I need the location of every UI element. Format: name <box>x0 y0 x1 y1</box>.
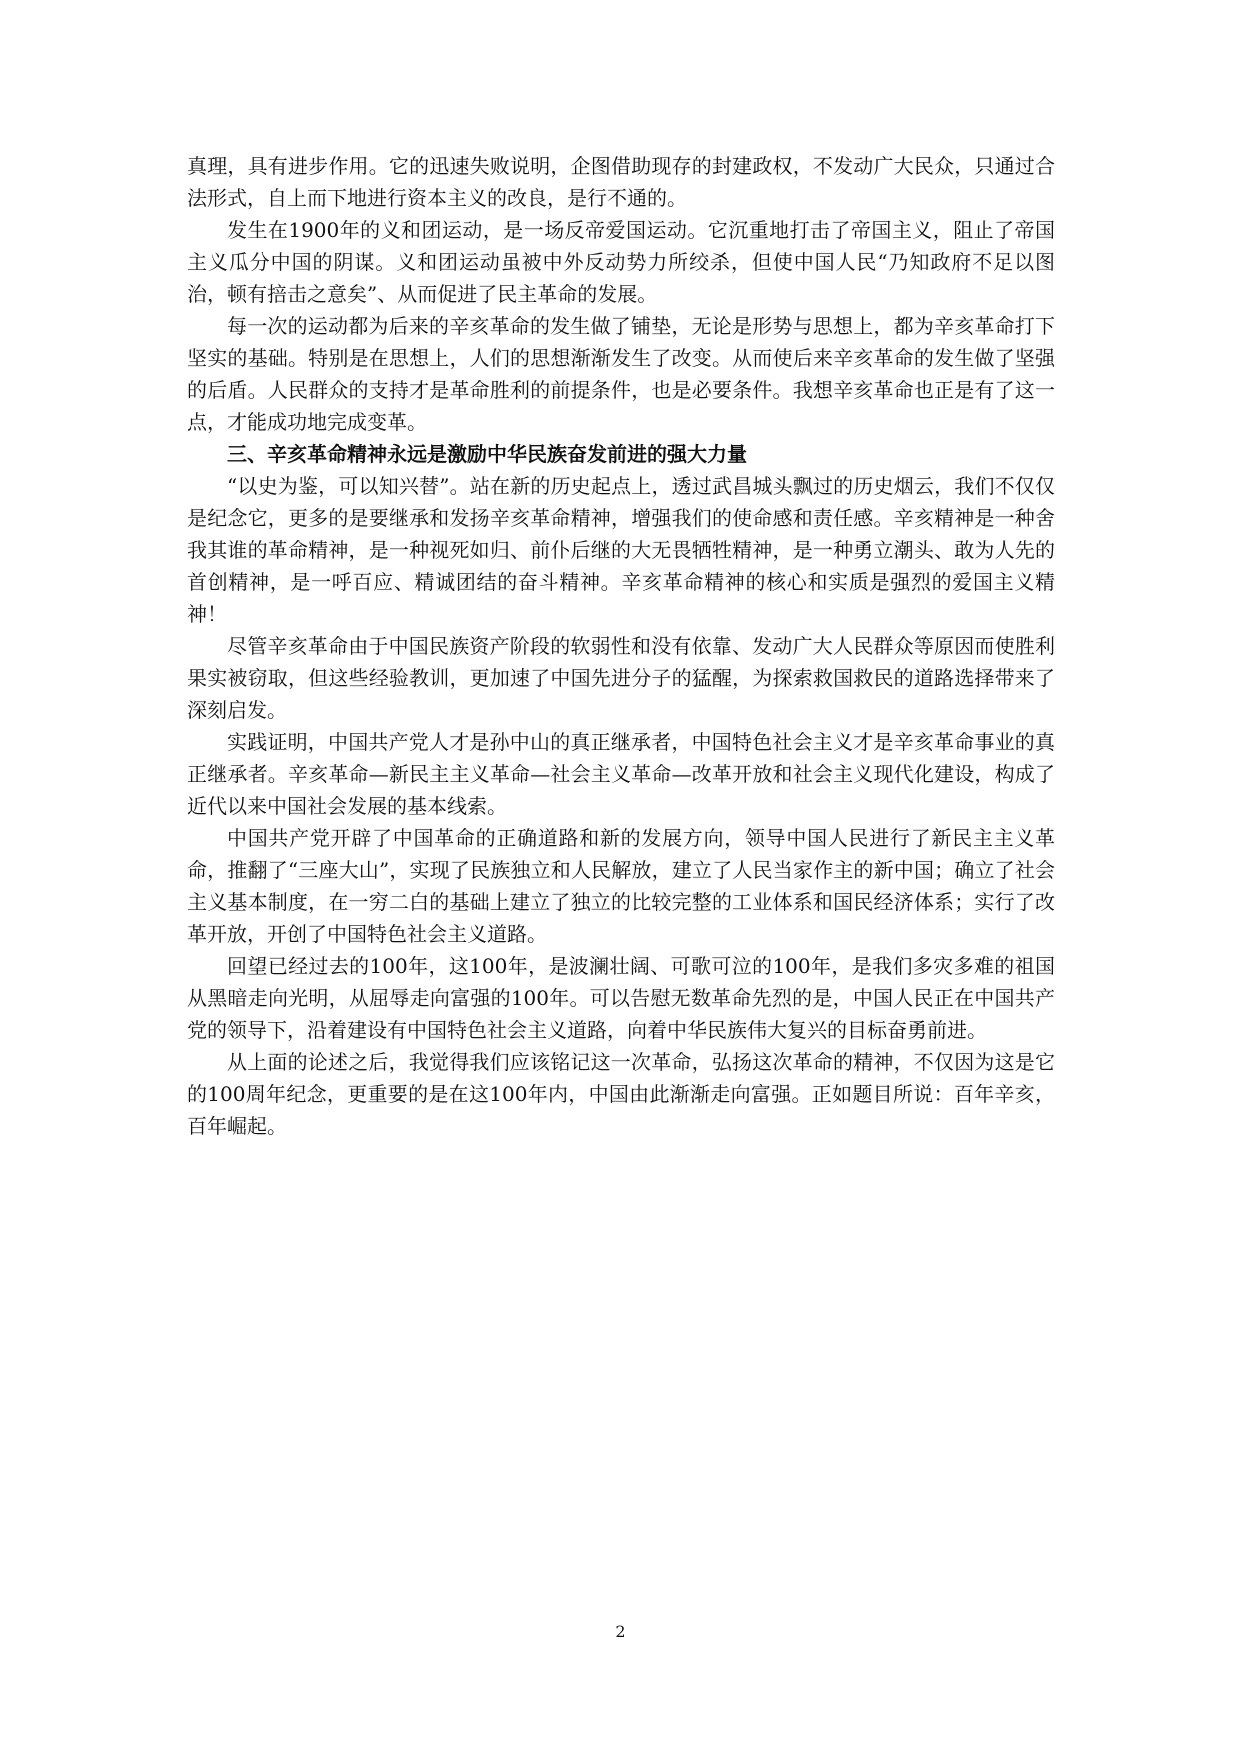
paragraph-continued: 真理，具有进步作用。它的迅速失败说明，企图借助现存的封建政权，不发动广大民众，只通过合法形式，自上而下地进行资本主义的改良，是行不通的。 <box>187 154 1055 210</box>
paragraph-party-path: 中国共产党开辟了中国革命的正确道路和新的发展方向，领导中国人民进行了新民主主义革命，推翻了“三座大山”，实现了民族独立和人民解放，建立了人民当家作主的新中国；确立了社会主义基本制度，在一穷二白的基础上建立了独立的比较完整的工业体系和国民经济体系；实行了改革开放，开创了中国特色社会主义道路。 <box>187 826 1055 946</box>
paragraph-groundwork: 每一次的运动都为后来的辛亥革命的发生做了铺垫，无论是形势与思想上，都为辛亥革命打下坚实的基础。特别是在思想上，人们的思想渐渐发生了改变。从而使后来辛亥革命的发生做了坚强的后盾。人民群众的支持才是革命胜利的前提条件，也是必要条件。我想辛亥革命也正是有了这一点，才能成功地完成变革。 <box>187 314 1055 434</box>
page-number: 2 <box>615 1622 626 1641</box>
paragraph-lessons: 尽管辛亥革命由于中国民族资产阶段的软弱性和没有依靠、发动广大人民群众等原因而使胜利果实被窃取，但这些经验教训，更加速了中国先进分子的猛醒，为探索救国救民的道路选择带来了深刻启发。 <box>187 634 1055 722</box>
paragraph-conclusion: 从上面的论述之后，我觉得我们应该铭记这一次革命，弘扬这次革命的精神，不仅因为这是它的100周年纪念，更重要的是在这100年内，中国由此渐渐走向富强。正如题目所说：百年辛亥，百年崛起。 <box>187 1050 1055 1138</box>
paragraph-hundred-years: 回望已经过去的100年，这100年，是波澜壮阔、可歌可泣的100年，是我们多灾多难的祖国从黑暗走向光明，从屈辱走向富强的100年。可以告慰无数革命先烈的是，中国人民正在中国共产党的领导下，沿着建设有中国特色社会主义道路，向着中华民族伟大复兴的目标奋勇前进。 <box>187 954 1055 1042</box>
body-text <box>187 150 1055 1142</box>
paragraph-history-mirror: “以史为鉴，可以知兴替”。站在新的历史起点上，透过武昌城头飘过的历史烟云，我们不仅仅是纪念它，更多的是要继承和发扬辛亥革命精神，增强我们的使命感和责任感。辛亥精神是一种舍我其谁的革命精神，是一种视死如归、前仆后继的大无畏牺牲精神，是一种勇立潮头、敢为人先的首创精神，是一呼百应、精诚团结的奋斗精神。辛亥革命精神的核心和实质是强烈的爱国主义精神！ <box>187 474 1055 626</box>
section-heading: 三、辛亥革命精神永远是激励中华民族奋发前进的强大力量 <box>227 442 747 466</box>
paragraph-boxer-movement: 发生在1900年的义和团运动，是一场反帝爱国运动。它沉重地打击了帝国主义，阻止了帝国主义瓜分中国的阴谋。义和团运动虽被中外反动势力所绞杀，但使中国人民“乃知政府不足以图治，顿有掊击之意矣”、从而促进了民主革命的发展。 <box>187 218 1055 306</box>
paragraph-practice: 实践证明，中国共产党人才是孙中山的真正继承者，中国特色社会主义才是辛亥革命事业的真正继承者。辛亥革命—新民主主义革命—社会主义革命—改革开放和社会主义现代化建设，构成了近代以来中国社会发展的基本线索。 <box>187 730 1055 818</box>
